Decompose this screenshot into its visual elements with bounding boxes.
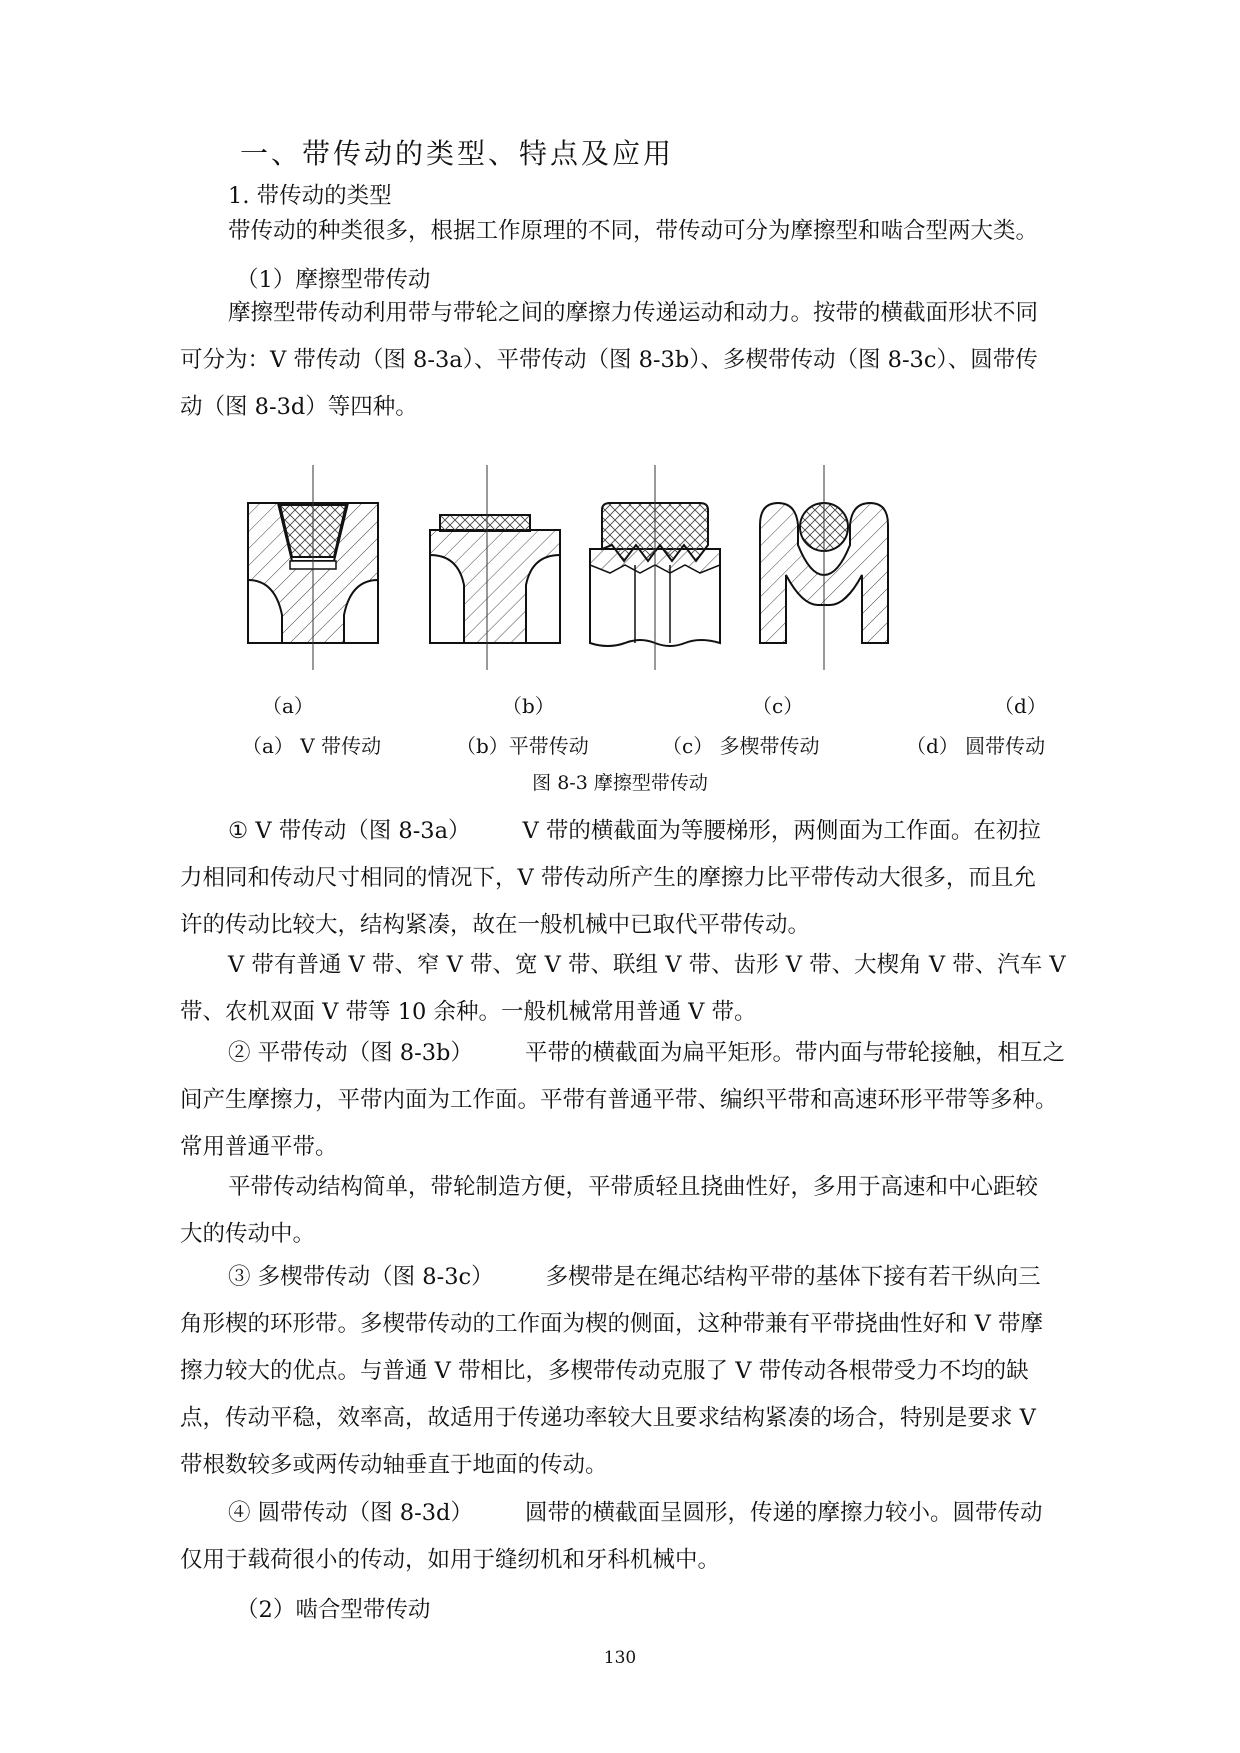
text-line: 间产生摩擦力，平带内面为工作面。平带有普通平带、编织平带和高速环形平带等多种。 — [180, 1087, 1058, 1113]
text-line: 力相同和传动尺寸相同的情况下，V 带传动所产生的摩擦力比平带传动大很多，而且允 — [180, 865, 1036, 891]
figure-a-v-belt — [248, 465, 378, 670]
text-line: 仅用于载荷很小的传动，如用于缝纫机和牙科机械中。 — [180, 1547, 721, 1573]
text-line — [228, 1490, 1120, 1537]
text-line: 点，传动平稳，效率高，故适用于传递功率较大且要求结构紧凑的场合，特别是要求 V — [180, 1405, 1036, 1431]
figure-caption-b: （b）平带传动 — [456, 734, 589, 758]
item-label: ② 平带传动（图 8-3b） — [228, 1040, 473, 1066]
text-line: 带根数较多或两传动轴垂直于地面的传动。 — [180, 1452, 608, 1478]
paragraph-round-belt — [180, 1490, 1120, 1584]
subsection-friction: （1）摩擦型带传动 — [236, 267, 431, 293]
text-line: 平带传动结构简单，带轮制造方便，平带质轻且挠曲性好，多用于高速和中心距较 — [228, 1174, 1039, 1200]
text-line: V 带有普通 V 带、窄 V 带、宽 V 带、联组 V 带、齿形 V 带、大楔角 V 带、汽车 V — [228, 952, 1066, 978]
item-label: ④ 圆带传动（图 8-3d） — [228, 1500, 473, 1526]
text-line: 带、农机双面 V 带等 10 余种。一般机械常用普通 V 带。 — [180, 999, 757, 1025]
section-heading: 一、带传动的类型、特点及应用 — [240, 137, 675, 170]
text-line: 摩擦型带传动利用带与带轮之间的摩擦力传递运动和动力。按带的横截面形状不同 — [228, 300, 1039, 326]
text-line: 动（图 8-3d）等四种。 — [180, 394, 418, 420]
paragraph-friction — [180, 290, 1120, 431]
text-line: 大的传动中。 — [180, 1221, 316, 1247]
paragraph-v-belt — [180, 808, 1120, 949]
subsection-title: 1. 带传动的类型 — [228, 183, 392, 209]
figure-caption-d: （d） 圆带传动 — [906, 734, 1046, 758]
text-segment: V 带的横截面为等腰梯形，两侧面为工作面。在初拉 — [522, 818, 1041, 844]
text-segment: 平带的横截面为扁平矩形。带内面与带轮接触，相互之 — [524, 1040, 1065, 1066]
item-label: ③ 多楔带传动（图 8-3c） — [228, 1264, 494, 1290]
text-line: 可分为：V 带传动（图 8-3a）、平带传动（图 8-3b）、多楔带传动（图 8-3c）、圆带传 — [180, 347, 1038, 373]
subsection-mesh: （2）啮合型带传动 — [236, 1597, 431, 1623]
paragraph-v-belt-types — [180, 942, 1120, 1036]
figure-caption-c: （c） 多楔带传动 — [662, 734, 820, 758]
text-line: 许的传动比较大，结构紧凑，故在一般机械中已取代平带传动。 — [180, 912, 811, 938]
page-number: 130 — [603, 1648, 637, 1668]
figure-letter-c: （c） — [752, 694, 804, 718]
paragraph-intro — [228, 208, 1120, 255]
item-label: ① V 带传动（图 8-3a） — [228, 818, 471, 844]
figure-letter-a: （a） — [262, 694, 314, 718]
text-line: 常用普通平带。 — [180, 1134, 338, 1160]
text-line — [228, 1030, 1120, 1077]
text-segment: 圆带的横截面呈圆形，传递的摩擦力较小。圆带传动 — [524, 1500, 1043, 1526]
text-segment: 多楔带是在绳芯结构平带的基体下接有若干纵向三 — [545, 1264, 1041, 1290]
paragraph-multi-wedge-belt — [180, 1254, 1120, 1489]
figure-belt-cross-sections — [230, 465, 990, 675]
paragraph-flat-belt-features — [180, 1164, 1120, 1258]
figure-title: 图 8-3 摩擦型带传动 — [532, 772, 708, 794]
text-line: 带传动的种类很多，根据工作原理的不同，带传动可分为摩擦型和啮合型两大类。 — [228, 218, 1039, 244]
figure-d-round-belt — [760, 465, 888, 670]
paragraph-flat-belt — [180, 1030, 1120, 1171]
figure-caption-a: （a） V 带传动 — [242, 734, 382, 758]
text-line: 擦力较大的优点。与普通 V 带相比，多楔带传动克服了 V 带传动各根带受力不均的缺 — [180, 1358, 1029, 1384]
figure-letter-d: （d） — [994, 694, 1047, 718]
text-line — [228, 1254, 1120, 1301]
figure-letter-b: （b） — [502, 694, 555, 718]
text-line: 角形楔的环形带。多楔带传动的工作面为楔的侧面，这种带兼有平带挠曲性好和 V 带摩 — [180, 1311, 1044, 1337]
text-line — [228, 808, 1120, 855]
figure-b-flat-belt — [430, 465, 560, 670]
figure-c-multi-wedge-belt — [590, 465, 720, 670]
